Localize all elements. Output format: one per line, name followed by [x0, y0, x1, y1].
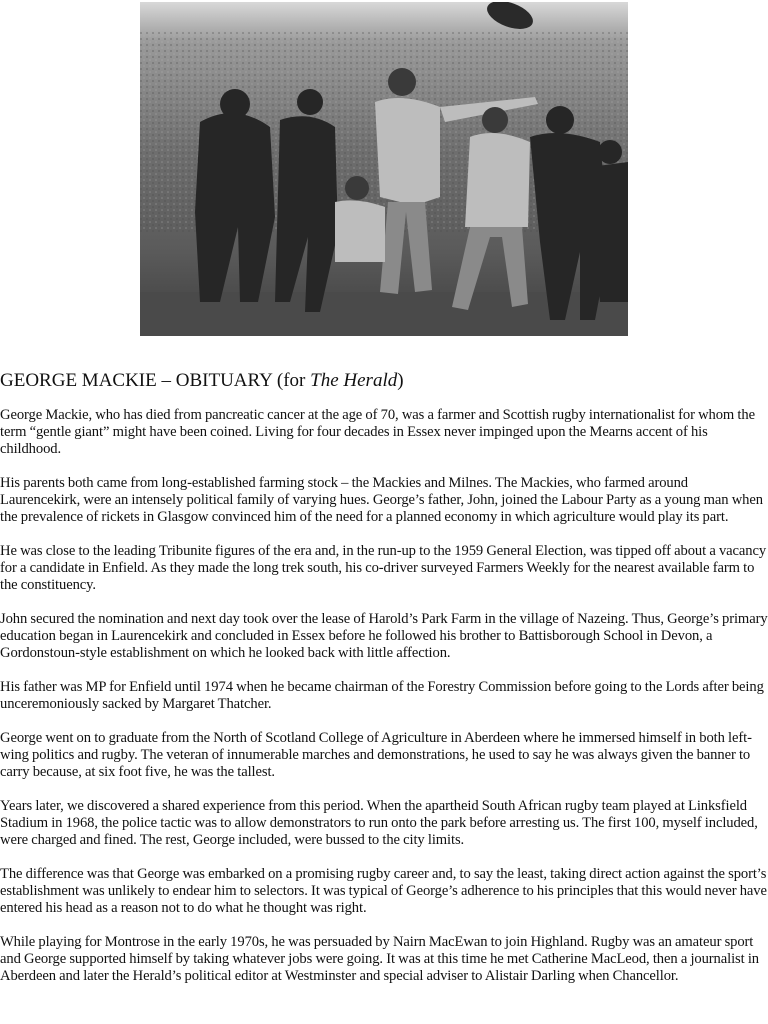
paragraph: The difference was that George was embarked on a promising rugby career and, to say the least, taking direct action against the sport’s establishment was unlikely to endear him to selectors. It was typical of George’s adherence to his principles that this would never have entered his head as a reason not to do what he thought was right. [0, 866, 767, 916]
title-close: ) [397, 370, 404, 391]
paragraph: George went on to graduate from the North of Scotland College of Agriculture in Aberdeen where he immersed himself in both left-wing politics and rugby. The veteran of innumerable marches and demonstrations, he used to say he was always given the banner to carry because, at six foot five, he was the tallest. [0, 730, 752, 780]
title-main: GEORGE MACKIE – OBITUARY (for [0, 370, 311, 391]
paragraph: While playing for Montrose in the early 1970s, he was persuaded by Nairn MacEwan to join Highland. Rugby was an amateur sport and George supported himself by taking whatever jobs were going. It was at this time he met Catherine MacLeod, then a journalist in Aberdeen and later the Herald’s political editor at Westminster and special adviser to Alistair Darling when Chancellor. [0, 934, 759, 984]
paragraph: George Mackie, who has died from pancreatic cancer at the age of 70, was a farmer and Scottish rugby internationalist for whom the term “gentle giant” might have been coined. Living for four decades in Essex never impinged upon the Mearns accent of his childhood. [0, 407, 755, 457]
paragraph: He was close to the leading Tribunite figures of the era and, in the run-up to the 1959 General Election, was tipped off about a vacancy for a candidate in Enfield. As they made the long trek south, his co-driver surveyed Farmers Weekly for the nearest available farm to the constituency. [0, 543, 767, 593]
title-publication: The Herald [310, 370, 398, 391]
page-title [0, 368, 404, 394]
paragraph: His parents both came from long-established farming stock – the Mackies and Milnes. The Mackies, who farmed around Laurencekirk, were an intensely political family of varying hues. George’s father, John, joined the Labour Party as a young man when the prevalence of rickets in Glasgow convinced him of the need for a planned economy in which agriculture would play its part. [0, 475, 763, 525]
rugby-lineout-photo [140, 2, 628, 336]
paragraph: His father was MP for Enfield until 1974 when he became chairman of the Forestry Commission before going to the Lords after being unceremoniously sacked by Margaret Thatcher. [0, 679, 764, 712]
paragraph: John secured the nomination and next day took over the lease of Harold’s Park Farm in the village of Nazeing. Thus, George’s primary education began in Laurencekirk and concluded in Essex before he followed his brother to Battisborough School in Devon, a Gordonstoun-style establishment on which he looked back with little affection. [0, 611, 768, 661]
paragraph: Years later, we discovered a shared experience from this period. When the apartheid South African rugby team played at Linksfield Stadium in 1968, the police tactic was to allow demonstrators to run onto the park before arresting us. The first 100, myself included, were charged and fined. The rest, George included, were bussed to the city limits. [0, 798, 758, 848]
article-body [0, 407, 768, 1002]
